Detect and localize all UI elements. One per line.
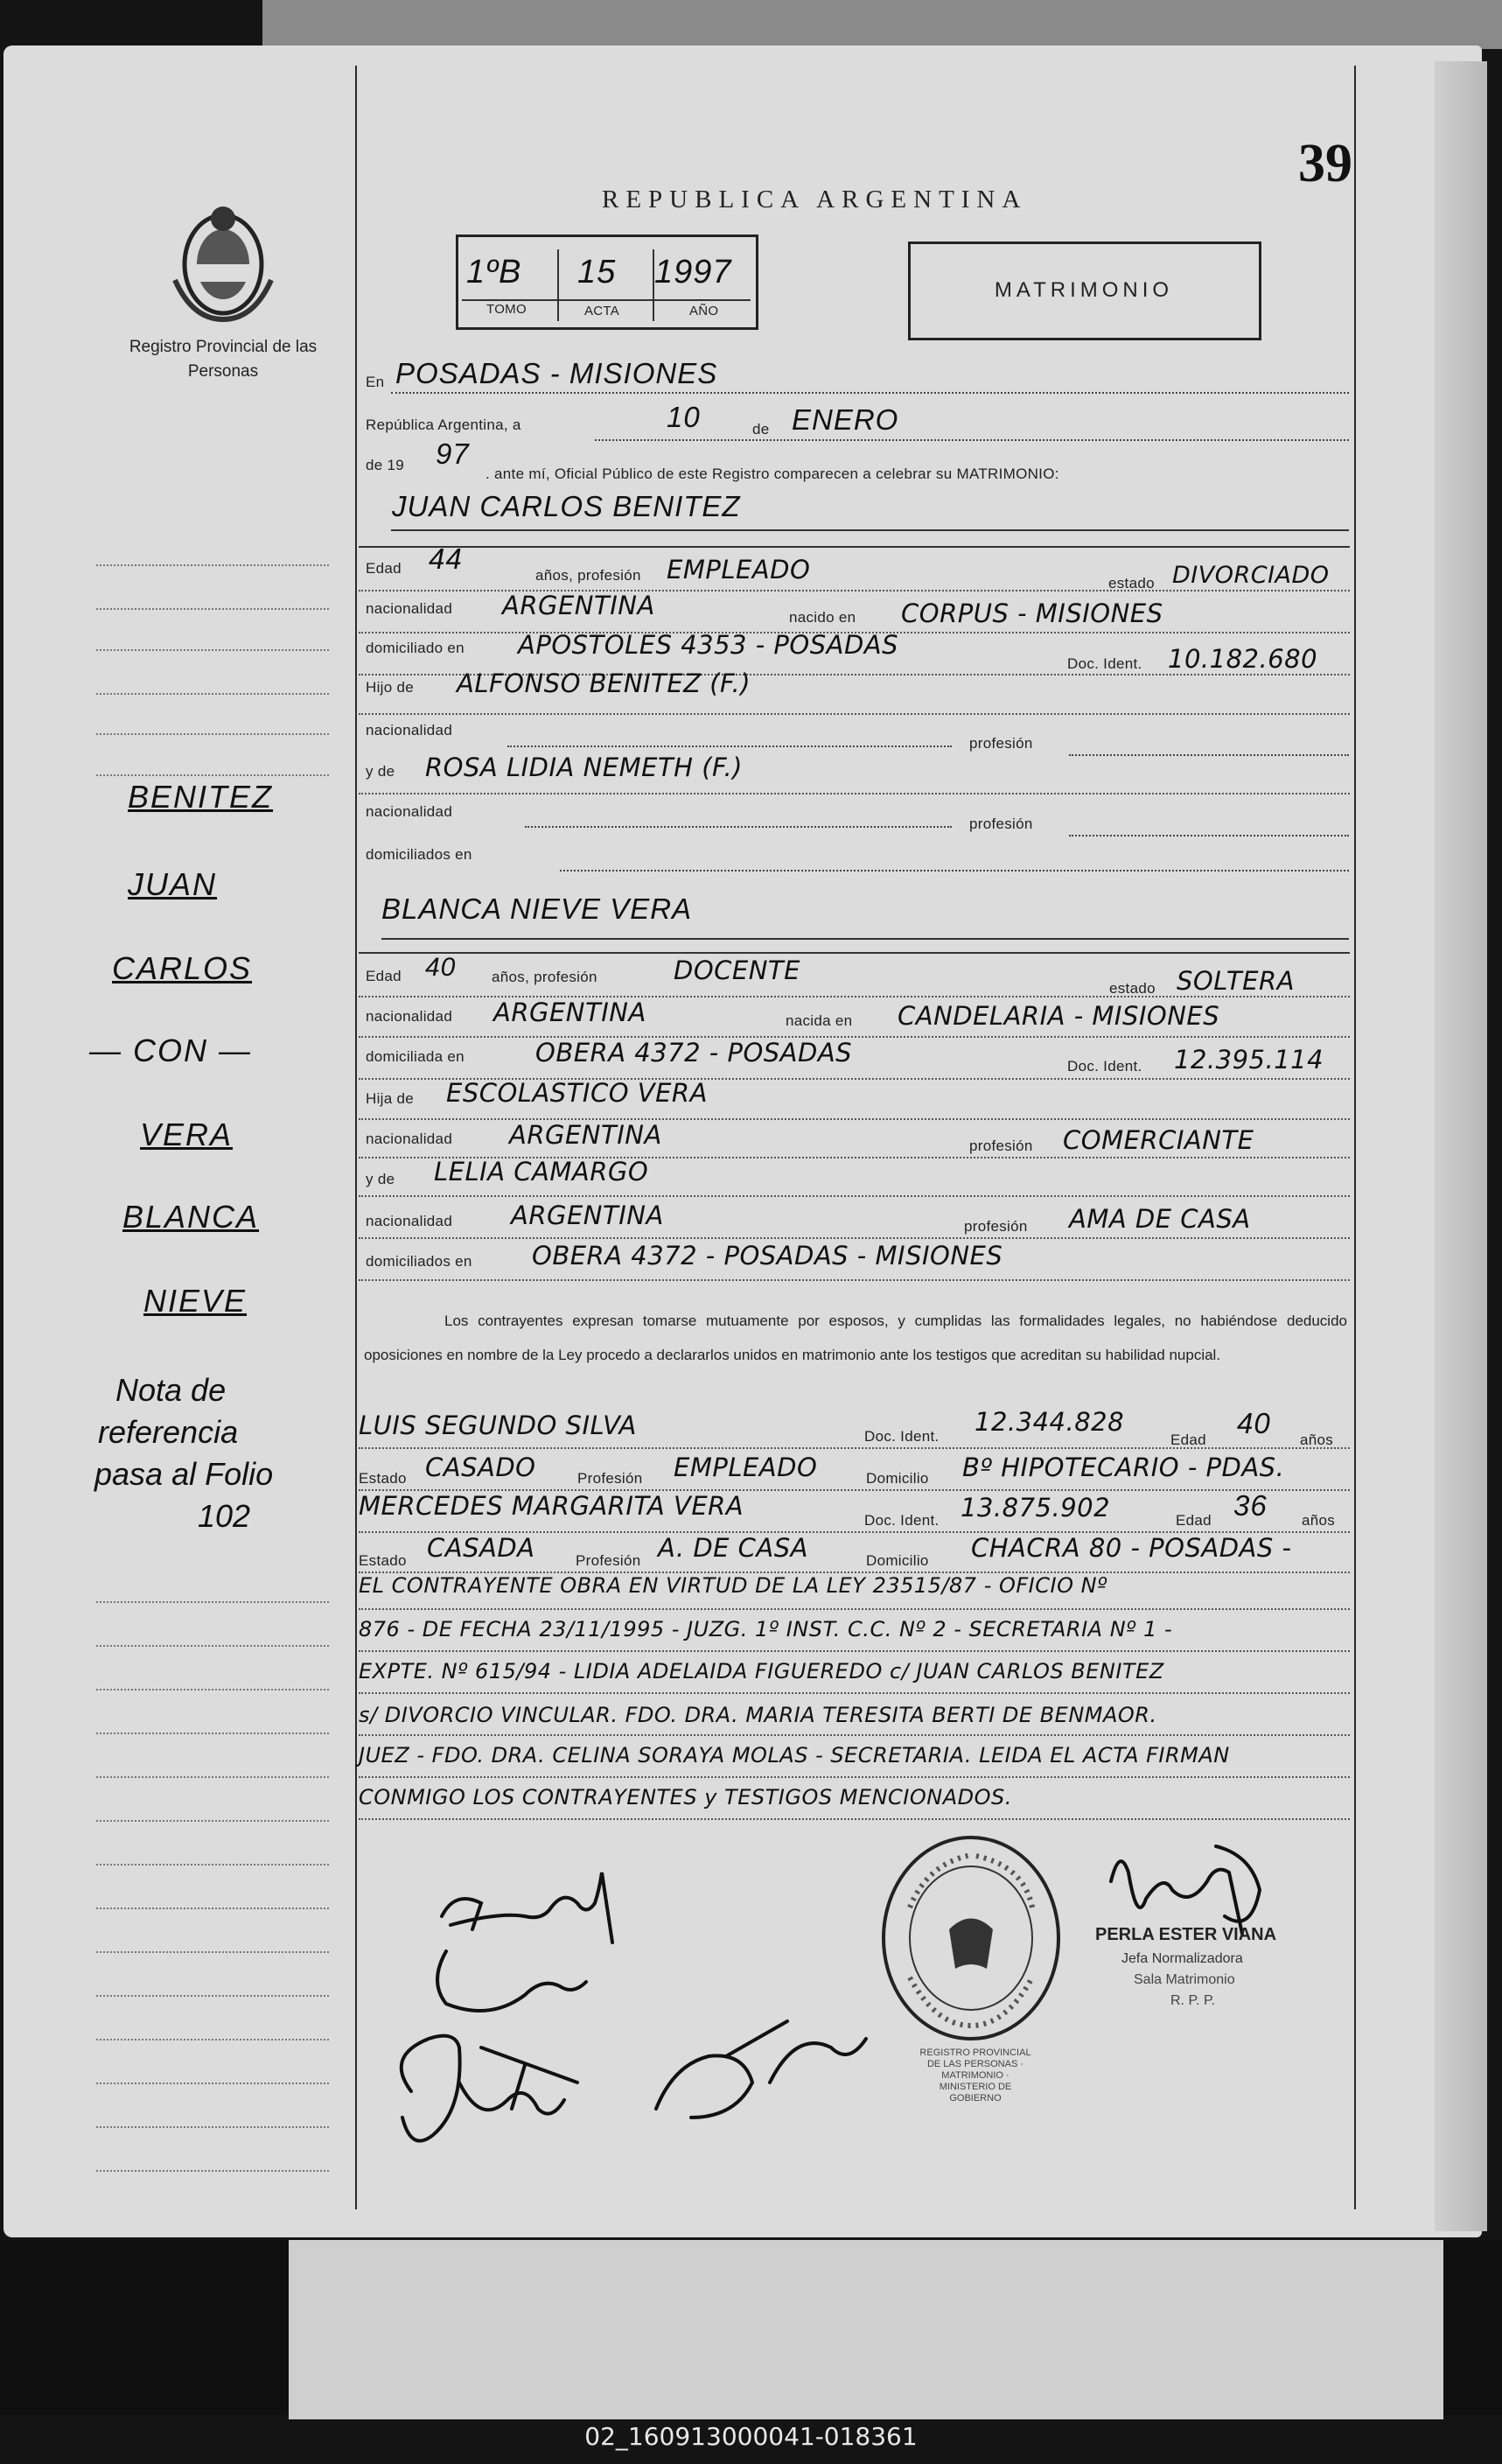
bride-father-profession: COMERCIANTE (1063, 1125, 1254, 1155)
bride-edad-label: Edad (366, 968, 402, 984)
groom-age: 44 (429, 542, 463, 575)
groom-civil-status: DIVORCIADO (1172, 562, 1330, 589)
groom-anos-profesion-label: años, profesión (535, 567, 641, 584)
place-rule (391, 392, 1349, 394)
official-title: Jefa Normalizadora (1121, 1951, 1243, 1966)
ante-text: . ante mí, Oficial Público de este Registro comparecen a celebrar su MATRIMONIO: (486, 466, 1059, 482)
witness2-domicile: CHACRA 80 - POSADAS - (971, 1533, 1292, 1563)
bride-birthplace: CANDELARIA - MISIONES (898, 1001, 1220, 1031)
bride-section-rule (359, 952, 1350, 954)
groom-nacionalidad-label: nacionalidad (366, 600, 453, 617)
bride-doc-label: Doc. Ident. (1067, 1058, 1142, 1074)
record-box-divider-1 (557, 249, 559, 321)
margin-rule (96, 1908, 329, 1909)
bride-profession: DOCENTE (674, 956, 800, 985)
bride-mother-profession: AMA DE CASA (1069, 1204, 1251, 1234)
bride-father: ESCOLASTICO VERA (446, 1078, 708, 1108)
notes-line-4: s/ DIVORCIO VINCULAR. FDO. DRA. MARIA TERESITA BERTI DE BENMAOR. (359, 1703, 1157, 1727)
country-title: REPUBLICA ARGENTINA (602, 186, 1028, 214)
margin-rule (96, 1776, 329, 1778)
groom-section-rule (359, 546, 1350, 548)
year-prefix: de 19 (366, 457, 405, 473)
bride-mother-rule (359, 1195, 1350, 1197)
margin-name-5: VERA (140, 1116, 234, 1152)
official-name: PERLA ESTER VIANA (1095, 1925, 1277, 1944)
official-office: Sala Matrimonio (1134, 1972, 1235, 1987)
coat-of-arms-icon (166, 201, 280, 324)
margin-name-3: CARLOS (112, 950, 253, 986)
witness2-doc-id: 13.875.902 (961, 1493, 1111, 1522)
witness2-domicilio-label: Domicilio (866, 1552, 929, 1569)
notes-rule-2 (359, 1650, 1350, 1652)
groom-father-prof-label: profesión (969, 735, 1033, 752)
margin-rule (96, 1732, 329, 1734)
place: POSADAS - MISIONES (395, 357, 718, 389)
groom-profession: EMPLEADO (667, 555, 811, 584)
witness1-doc-label: Doc. Ident. (864, 1428, 940, 1445)
groom-domicile: APOSTOLES 4353 - POSADAS (518, 630, 899, 660)
witness1-status: CASADO (425, 1452, 536, 1482)
margin-rule (96, 774, 329, 776)
bride-nacionalidad-label: nacionalidad (366, 1008, 453, 1025)
groom-father-nat-rule (507, 746, 952, 747)
groom-doc-id: 10.182.680 (1168, 644, 1318, 674)
margin-rule (96, 2082, 329, 2084)
groom-mother-prof-rule (1069, 835, 1349, 836)
groom-parents-dom-rule (560, 870, 1349, 872)
witness2-doc-label: Doc. Ident. (864, 1512, 940, 1529)
ano-value: 1997 (654, 254, 732, 290)
groom-mother-nat-rule (525, 826, 952, 828)
seal-text: REGISTRO PROVINCIAL DE LAS PERSONAS · MATRIMONIO · MINISTERIO DE GOBIERNO (919, 2048, 1031, 2104)
bride-father-rule (359, 1118, 1350, 1120)
bride-name-rule (381, 938, 1349, 940)
left-margin-line (355, 66, 357, 2209)
witness1-rule (359, 1447, 1350, 1449)
image-id-caption: 02_160913000041-018361 (584, 2422, 918, 2451)
witness1-edad-label: Edad (1170, 1432, 1206, 1448)
witness1-anos-label: años (1300, 1432, 1334, 1448)
margin-name-7: NIEVE (143, 1283, 248, 1319)
republica-label: República Argentina, a (366, 416, 521, 433)
margin-name-6: BLANCA (122, 1199, 260, 1235)
bride-age: 40 (425, 953, 457, 982)
bride-mother-prof-label: profesión (964, 1218, 1028, 1235)
day: 10 (667, 401, 701, 433)
witness1-doc-id: 12.344.828 (975, 1407, 1125, 1437)
bride-father-nationality: ARGENTINA (509, 1120, 662, 1150)
witness1-estado-label: Estado (359, 1470, 407, 1487)
registry-label: Registro Provincial de las Personas (129, 338, 318, 381)
witness1-domicile: Bº HIPOTECARIO - PDAS. (962, 1452, 1285, 1482)
margin-rule (96, 1820, 329, 1822)
bride-father-prof-label: profesión (969, 1138, 1033, 1154)
witness2-name: MERCEDES MARGARITA VERA (359, 1491, 744, 1521)
bride-name: BLANCA NIEVE VERA (381, 892, 693, 925)
groom-father-rule (359, 713, 1350, 715)
margin-note-1: Nota de (115, 1372, 227, 1408)
notes-line-6: CONMIGO LOS CONTRAYENTES y TESTIGOS MENCIONADOS. (359, 1785, 1012, 1810)
bride-nac-rule (359, 1036, 1350, 1038)
bride-parents-dom-rule (359, 1279, 1350, 1281)
groom-parents-dom-label: domiciliados en (366, 846, 472, 863)
witness1-domicilio-label: Domicilio (866, 1470, 929, 1487)
bride-doc-id: 12.395.114 (1174, 1045, 1324, 1074)
groom-father-nat-label: nacionalidad (366, 722, 453, 738)
witness2-edad-label: Edad (1176, 1512, 1212, 1529)
witness2-anos-label: años (1302, 1512, 1336, 1529)
record-box-divider-2 (653, 249, 654, 321)
bride-hija-label: Hija de (366, 1090, 415, 1107)
witness2-age: 36 (1233, 1489, 1268, 1522)
groom-name: JUAN CARLOS BENITEZ (392, 490, 741, 522)
bride-mother: LELIA CAMARGO (434, 1157, 649, 1186)
official-seal-icon (875, 1829, 1067, 2048)
bride-civil-status: SOLTERA (1177, 966, 1295, 996)
groom-domiciliado-label: domiciliado en (366, 640, 465, 656)
groom-mother-prof-label: profesión (969, 816, 1033, 832)
bride-nacida-label: nacida en (786, 1012, 853, 1029)
year-suffix: 97 (436, 438, 470, 470)
record-box-rule (462, 299, 751, 301)
bride-mother-nat-label: nacionalidad (366, 1213, 453, 1229)
margin-rule (96, 1601, 329, 1603)
notes-line-1: EL CONTRAYENTE OBRA EN VIRTUD DE LA LEY 23515/87 - OFICIO Nº (359, 1573, 1107, 1598)
margin-rule (96, 1995, 329, 1997)
groom-mother: ROSA LIDIA NEMETH (F.) (425, 752, 743, 782)
groom-doc-label: Doc. Ident. (1067, 655, 1142, 672)
witness2-prof-label: Profesión (576, 1552, 641, 1569)
document-type: MATRIMONIO (994, 278, 1174, 302)
notes-line-3: EXPTE. Nº 615/94 - LIDIA ADELAIDA FIGUEREDO c/ JUAN CARLOS BENITEZ (359, 1659, 1164, 1684)
witness1-prof-label: Profesión (577, 1470, 643, 1487)
witness2-status: CASADA (427, 1533, 535, 1563)
witness1-name: LUIS SEGUNDO SILVA (359, 1410, 637, 1440)
de-label: de (752, 421, 770, 438)
witness2-estado-label: Estado (359, 1552, 407, 1569)
margin-rule (96, 649, 329, 651)
ano-label: AÑO (689, 304, 719, 318)
margin-rule (96, 1689, 329, 1690)
notes-rule-3 (359, 1692, 1350, 1694)
groom-father-prof-rule (1069, 754, 1349, 756)
month: ENERO (792, 403, 899, 436)
groom-name-rule (391, 529, 1349, 531)
margin-rule (96, 608, 329, 610)
notes-rule-1 (359, 1608, 1350, 1610)
en-label: En (366, 374, 385, 390)
margin-rule (96, 2170, 329, 2172)
bride-parents-domicile: OBERA 4372 - POSADAS - MISIONES (532, 1241, 1003, 1270)
acta-value: 15 (577, 254, 617, 290)
declaration-text: Los contrayentes expresan tomarse mutuamente por esposos, y cumplidas las formalidades legales, no habiéndose deducido oposiciones en nombre de la Ley procedo a declararlos unidos en matrimonio ante los testigos que acreditan su habilidad nupcial. (364, 1312, 1347, 1363)
margin-rule (96, 2039, 329, 2040)
bride-anos-profesion-label: años, profesión (492, 969, 597, 985)
groom-father: ALFONSO BENITEZ (F.) (457, 668, 751, 698)
acta-label: ACTA (584, 304, 620, 318)
margin-note-3: pasa al Folio (94, 1456, 274, 1492)
margin-note-2: referencia (98, 1414, 239, 1450)
margin-rule (96, 1951, 329, 1953)
bride-mother-nationality: ARGENTINA (511, 1200, 664, 1230)
margin-rule (96, 693, 329, 695)
tomo-value: 1ºB (466, 254, 522, 290)
page-edge-shadow (1435, 61, 1487, 2231)
witness1-profession: EMPLEADO (674, 1452, 818, 1482)
bride-domiciliada-label: domiciliada en (366, 1048, 465, 1065)
groom-hijo-label: Hijo de (366, 679, 415, 696)
groom-nacido-label: nacido en (789, 609, 856, 626)
witness2-profession: A. DE CASA (658, 1533, 809, 1563)
groom-mother-nat-label: nacionalidad (366, 803, 453, 820)
margin-rule (96, 2126, 329, 2128)
binder-top-strip (262, 0, 1502, 49)
groom-yde-label: y de (366, 763, 395, 780)
witness1-age: 40 (1237, 1407, 1271, 1439)
margin-name-2: JUAN (128, 866, 218, 902)
bride-father-nat-label: nacionalidad (366, 1130, 453, 1147)
underlying-page (289, 2240, 1443, 2419)
groom-estado-label: estado (1108, 575, 1155, 592)
margin-rule (96, 564, 329, 566)
groom-edad-label: Edad (366, 560, 402, 577)
margin-name-4: — CON — (89, 1032, 253, 1068)
notes-rule-5 (359, 1776, 1350, 1778)
margin-rule (96, 1645, 329, 1647)
bride-mother-nat-rule (359, 1237, 1350, 1239)
official-unit: R. P. P. (1170, 1993, 1215, 2008)
date-rule (595, 439, 1349, 441)
margin-name-1: BENITEZ (128, 779, 274, 815)
bride-estado-label: estado (1109, 980, 1156, 997)
bride-nationality: ARGENTINA (493, 998, 646, 1027)
notes-line-5: JUEZ - FDO. DRA. CELINA SORAYA MOLAS - SECRETARIA. LEIDA EL ACTA FIRMAN (359, 1743, 1230, 1768)
bride-domicile: OBERA 4372 - POSADAS (535, 1038, 853, 1068)
bride-yde-label: y de (366, 1171, 395, 1187)
groom-mother-rule (359, 793, 1350, 794)
tomo-label: TOMO (486, 302, 527, 317)
notes-rule-4 (359, 1734, 1350, 1736)
bride-parents-dom-label: domiciliados en (366, 1253, 472, 1270)
groom-nationality: ARGENTINA (502, 591, 655, 620)
notes-line-2: 876 - DE FECHA 23/11/1995 - JUZG. 1º INST. C.C. Nº 2 - SECRETARIA Nº 1 - (359, 1617, 1173, 1642)
margin-rule (96, 733, 329, 735)
groom-birthplace: CORPUS - MISIONES (901, 598, 1163, 628)
margin-rule (96, 1864, 329, 1866)
page-number: 39 (1298, 134, 1352, 193)
margin-note-4: 102 (198, 1498, 251, 1534)
